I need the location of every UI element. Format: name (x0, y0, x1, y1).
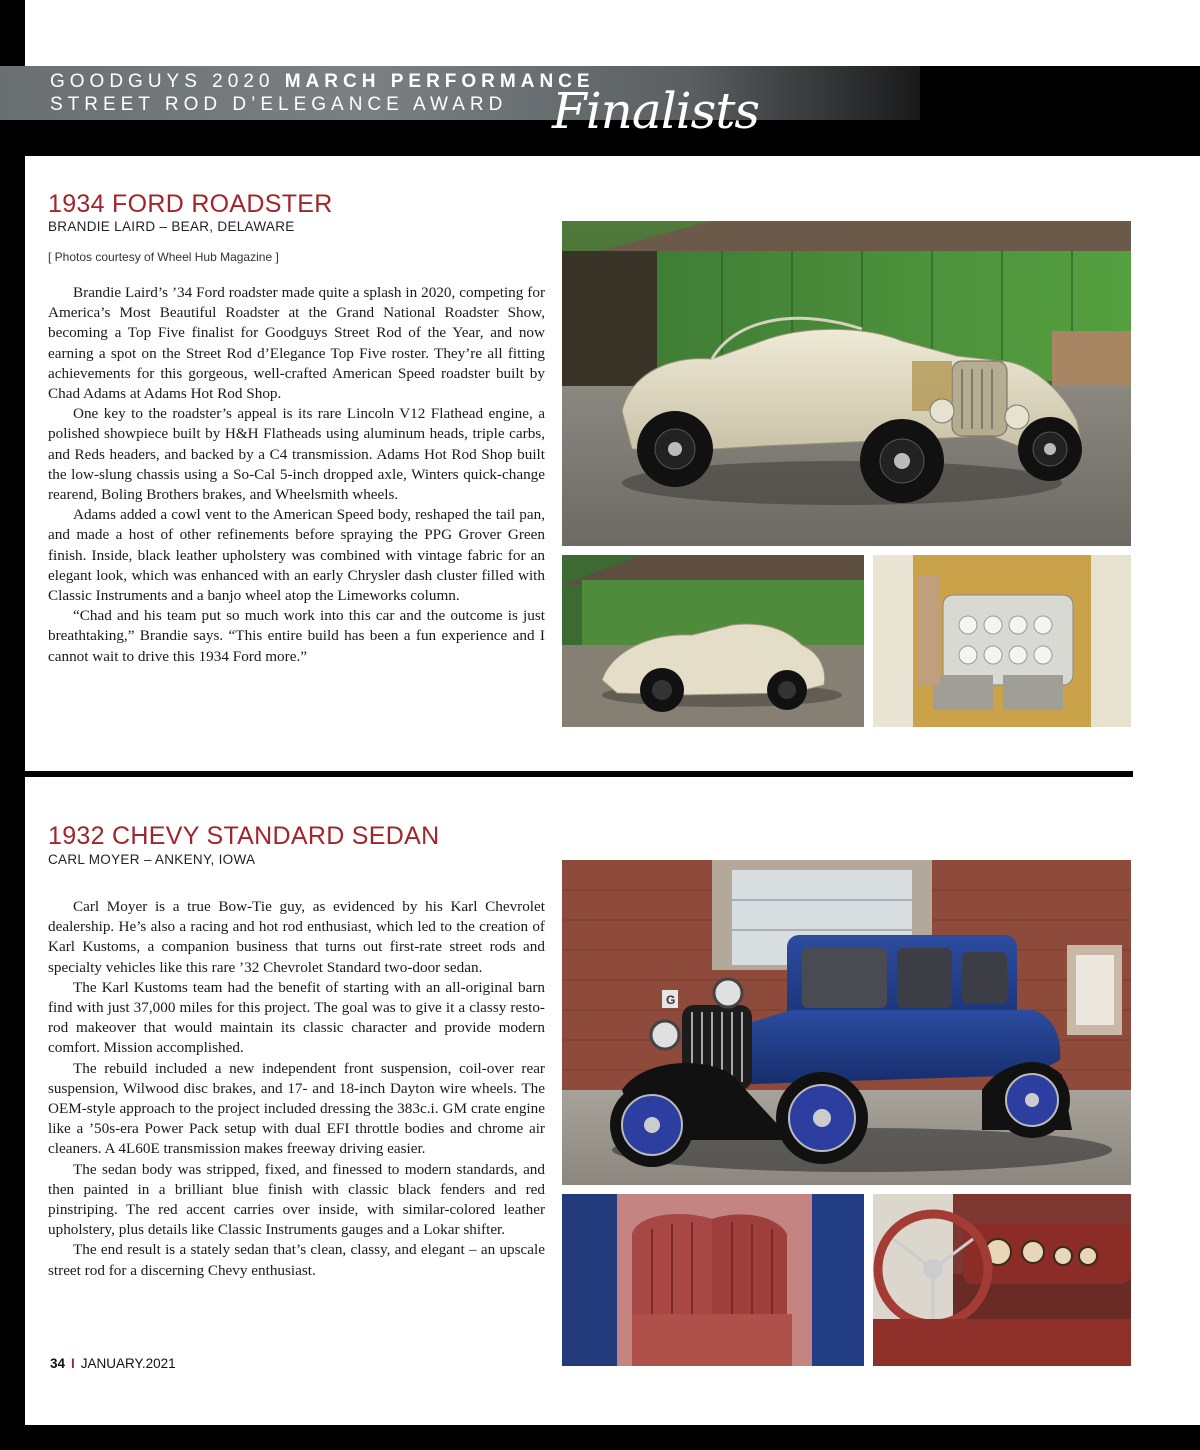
article1-owner: BRANDIE LAIRD – BEAR, DELAWARE (48, 219, 295, 234)
article1-paragraph: Adams added a cowl vent to the American Speed body, reshaped the tail pan, and made a host of other refinements before spraying the PPG Grover Green finish. Inside, black leather upholstery was combined with vintage fabric for an elegant look, which was enhanced with an early Chrysler dash cluster filled with Classic Instruments and a banjo wheel atop the Limeworks column. (48, 506, 545, 605)
header-line-1-prefix: GOODGUYS 2020 (50, 71, 275, 92)
header-script-finalists: Finalists (552, 82, 760, 140)
roadster-engine-photo (873, 555, 1131, 727)
article2-paragraph: The Karl Kustoms team had the benefit of starting with an all-original barn find with just 37,000 miles for this project. The goal was to give it a classy resto-rod makeover that would maintain its classic character and provide modern comfort. Mission accomplished. (48, 978, 545, 1057)
article2-title: 1932 CHEVY STANDARD SEDAN (48, 822, 440, 850)
article2-paragraph: The end result is a stately sedan that’s clean, classy, and elegant – an upscale street rod for a discerning Chevy enthusiast. (48, 1241, 545, 1279)
header-line-1 (50, 71, 595, 93)
header-banner (0, 66, 920, 120)
section-divider (25, 771, 1133, 777)
roadster-rear-photo (562, 555, 864, 727)
article2-paragraph: The rebuild included a new independent front suspension, coil-over rear suspension, Wilwood disc brakes, and 17- and 18-inch Dayton wire wheels. The OEM-style approach to the project included dressing the 383c.i. GM crate engine like a ’50s-era Power Pack setup with dual EFI throttle bodies and chrome air cleaners. A 4L60E transmission makes freeway driving easier. (48, 1059, 545, 1158)
left-black-bar (0, 156, 25, 771)
article2-owner: CARL MOYER – ANKENY, IOWA (48, 852, 256, 867)
issue-date: JANUARY.2021 (80, 1356, 176, 1371)
header-line-1-bold: MARCH PERFORMANCE (284, 71, 595, 92)
article1-body (48, 283, 545, 667)
article1-paragraph: One key to the roadster’s appeal is its rare Lincoln V12 Flathead engine, a polished showpiece built by H&H Flatheads using aluminum heads, triple carbs, and Reds headers, and backed by a C4 transmission. Adams Hot Rod Shop built the low-slung chassis using a So-Cal 5-inch dropped axle, Winters quick-change rearend, Boling Brothers brakes, and Wheelsmith wheels. (48, 405, 545, 504)
article2-body (48, 897, 545, 1281)
sedan-seats-photo (562, 1194, 864, 1366)
header (0, 66, 1200, 156)
page-number: 34 (50, 1356, 66, 1371)
article2-paragraph: Carl Moyer is a true Bow-Tie guy, as evidenced by his Karl Chevrolet dealership. He’s also a racing and hot rod enthusiast, which led to the creation of Karl Kustoms, a companion business that turns out first-rate street rods and specialty vehicles like this rare ’32 Chevrolet Standard two-door sedan. (48, 898, 545, 976)
roadster-main-photo (562, 221, 1131, 546)
article1-paragraph: Brandie Laird’s ’34 Ford roadster made quite a splash in 2020, competing for America’s Most Beautiful Roadster at the Grand National Roadster Show, becoming a Top Five finalist for Goodguys Street Rod of the Year, and now earning a spot on the Street Rod d’Elegance Top Five roster. They’re all fitting achievements for this gorgeous, well-crafted American Speed roadster built by Chad Adams at Adams Hot Rod Shop. (48, 284, 545, 403)
header-line-2: STREET ROD D’ELEGANCE AWARD (50, 94, 508, 115)
footer-separator: I (71, 1356, 75, 1371)
article1-photo-credit: [ Photos courtesy of Wheel Hub Magazine ] (48, 250, 279, 264)
sedan-main-photo (562, 860, 1131, 1185)
sedan-dash-photo (873, 1194, 1131, 1366)
article1-paragraph: “Chad and his team put so much work into this car and the outcome is just breathtaking,” Brandie says. “This entire build has been a fun experience and I cannot wait to drive this 1934 Ford more.” (48, 607, 545, 665)
article2-paragraph: The sedan body was stripped, fixed, and finessed to modern standards, and then painted in a brilliant blue finish with classic black fenders and red pinstriping. The red accent carries over inside, with similar-colored leather upholstery, plus details like Classic Instruments gauges and a Lokar shifter. (48, 1160, 545, 1239)
page-footer (50, 1356, 176, 1371)
article1-title: 1934 FORD ROADSTER (48, 190, 333, 218)
sign-letter: G (666, 993, 676, 1007)
